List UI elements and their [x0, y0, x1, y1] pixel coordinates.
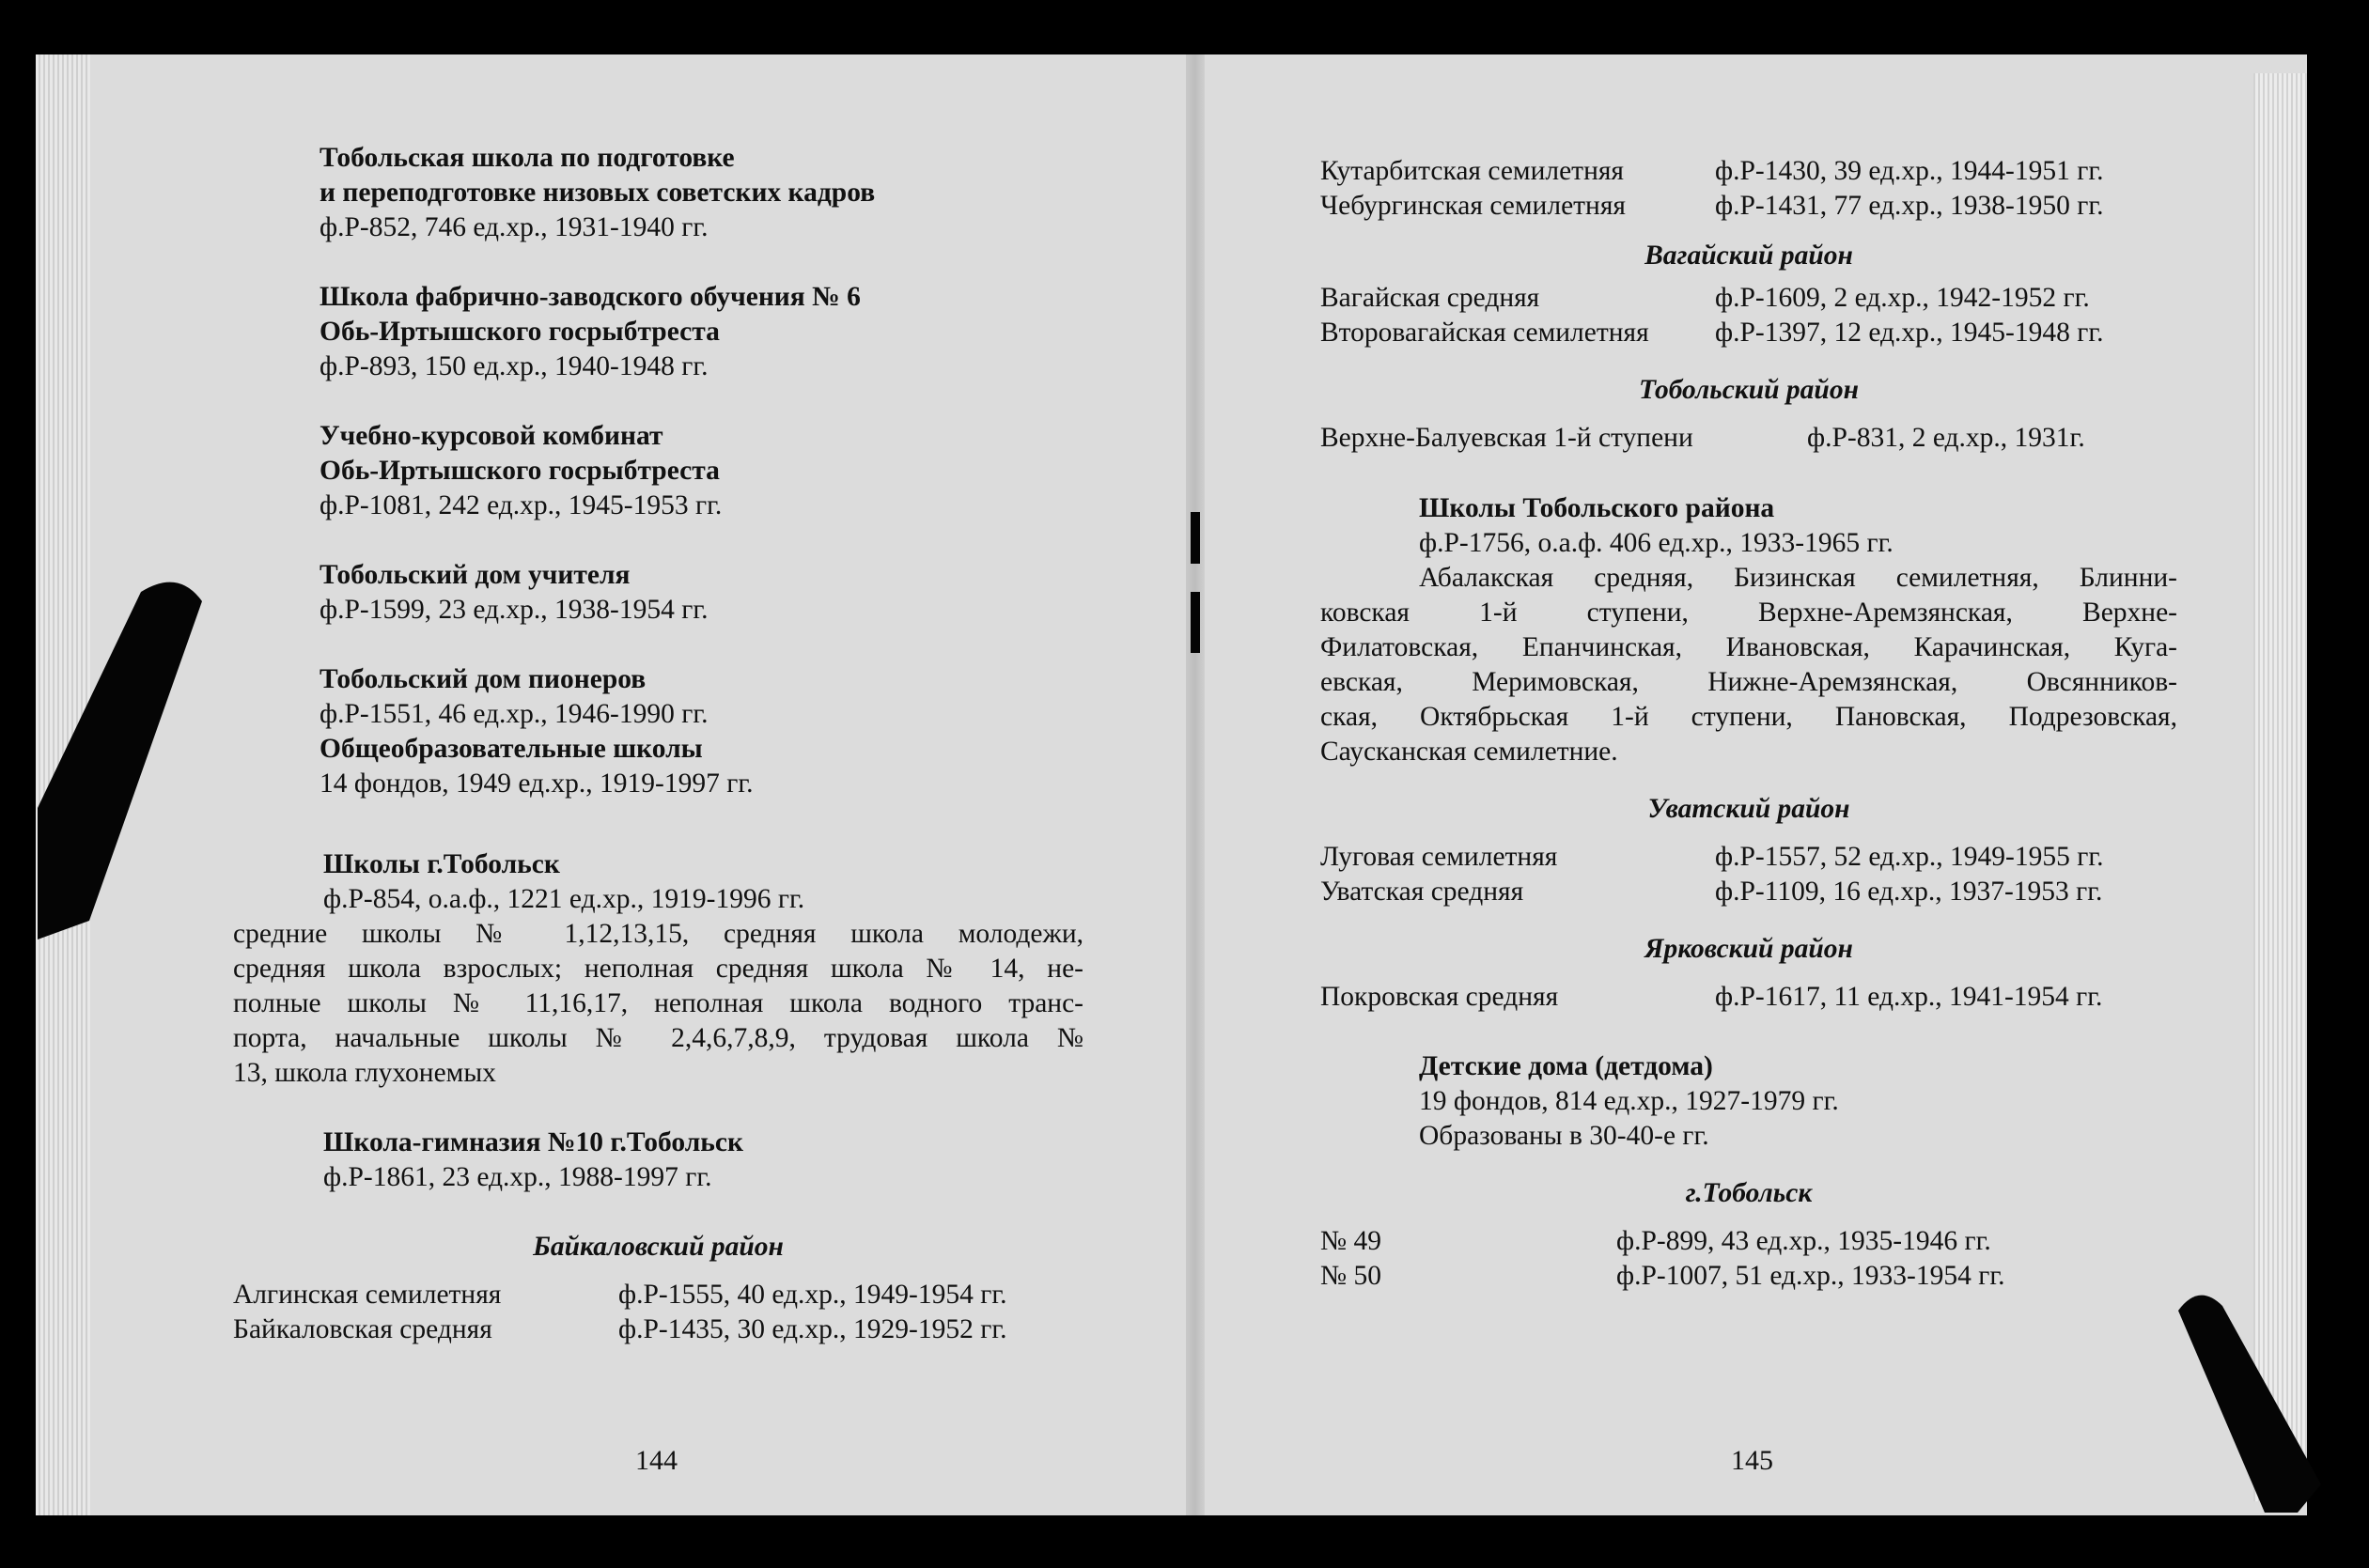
district-heading: Ярковский район [1644, 934, 1853, 964]
entry-title: Школа фабрично-заводского обучения № 6 [320, 282, 861, 312]
entry-title: и переподготовке низовых советских кадров [320, 178, 876, 208]
school-name: Верхне-Балуевская 1-й ступени [1320, 423, 1693, 453]
entry-ref: ф.Р-1861, 23 ед.хр., 1988-1997 гг. [323, 1162, 712, 1192]
section-title: Школы Тобольского района [1419, 493, 1775, 523]
desc-line: Абалакская средняя, Бизинская семилетняя, Блинни- [1419, 563, 2177, 593]
school-name: № 50 [1320, 1261, 1382, 1291]
desc-line: полные школы № 11,16,17, неполная школа водного транс- [233, 988, 1083, 1018]
school-ref: ф.Р-1109, 16 ед.хр., 1937-1953 гг. [1715, 877, 2103, 907]
entry-ref: ф.Р-1081, 242 ед.хр., 1945-1953 гг. [320, 490, 723, 520]
gutter-mark [1191, 512, 1200, 564]
school-name: Байкаловская средняя [233, 1314, 492, 1344]
left-page-holder-strip [38, 582, 202, 939]
desc-line: евская, Меримовская, Нижне-Аремзянская, Овсянников- [1320, 667, 2177, 697]
school-ref: ф.Р-1007, 51 ед.хр., 1933-1954 гг. [1616, 1261, 2005, 1291]
page-number: 144 [635, 1445, 678, 1476]
district-heading: Тобольский район [1639, 375, 1859, 405]
section-title: Детские дома (детдома) [1419, 1051, 1713, 1081]
school-name: Алгинская семилетняя [233, 1280, 502, 1310]
desc-line: порта, начальные школы № 2,4,6,7,8,9, трудовая школа № [233, 1023, 1083, 1053]
school-name: Вагайская средняя [1320, 283, 1540, 313]
district-heading: Уватский район [1647, 794, 1850, 824]
desc-line: ская, Октябрьская 1-й ступени, Пановская, Подрезовская, [1320, 702, 2177, 732]
desc-line: 13, школа глухонемых [233, 1058, 496, 1088]
entry-ref: ф.Р-893, 150 ед.хр., 1940-1948 гг. [320, 351, 709, 381]
desc-line: средние школы № 1,12,13,15, средняя школа молодежи, [233, 919, 1083, 949]
section-ref: 14 фондов, 1949 ед.хр., 1919-1997 гг. [320, 768, 754, 799]
entry-ref: ф.Р-1551, 46 ед.хр., 1946-1990 гг. [320, 699, 709, 729]
entry-title: Учебно-курсовой комбинат [320, 421, 663, 451]
entry-title: Тобольский дом пионеров [320, 664, 647, 694]
school-ref: ф.Р-1617, 11 ед.хр., 1941-1954 гг. [1715, 982, 2103, 1012]
school-name: Уватская средняя [1320, 877, 1524, 907]
school-ref: ф.Р-1431, 77 ед.хр., 1938-1950 гг. [1715, 191, 2104, 221]
entry-title: Школа-гимназия №10 г.Тобольск [323, 1127, 743, 1157]
section-note: Образованы в 30-40-е гг. [1419, 1121, 1709, 1151]
section-ref: 19 фондов, 814 ед.хр., 1927-1979 гг. [1419, 1086, 1839, 1116]
school-name: Второвагайская семилетняя [1320, 318, 1649, 348]
desc-line: средняя школа взрослых; неполная средняя школа № 14, не- [233, 954, 1083, 984]
page-number: 145 [1731, 1445, 1773, 1476]
school-ref: ф.Р-1609, 2 ед.хр., 1942-1952 гг. [1715, 283, 2090, 313]
district-heading: Вагайский район [1644, 241, 1853, 271]
desc-line: ковская 1-й ступени, Верхне-Аремзянская, Верхне- [1320, 598, 2177, 628]
gutter-mark [1191, 592, 1200, 653]
school-ref: ф.Р-1435, 30 ед.хр., 1929-1952 гг. [618, 1314, 1007, 1344]
school-name: № 49 [1320, 1226, 1382, 1256]
school-ref: ф.Р-899, 43 ед.хр., 1935-1946 гг. [1616, 1226, 1991, 1256]
section-title: Общеобразовательные школы [320, 734, 703, 764]
entry-title: Обь-Иртышского госрыбтреста [320, 317, 720, 347]
entry-title: Тобольский дом учителя [320, 560, 631, 590]
desc-line: Филатовская, Епанчинская, Ивановская, Карачинская, Куга- [1320, 632, 2177, 662]
school-ref: ф.Р-831, 2 ед.хр., 1931г. [1807, 423, 2085, 453]
section-title: Школы г.Тобольск [323, 849, 560, 879]
school-name: Кутарбитская семилетняя [1320, 156, 1625, 186]
district-heading: Байкаловский район [533, 1232, 784, 1262]
school-ref: ф.Р-1555, 40 ед.хр., 1949-1954 гг. [618, 1280, 1007, 1310]
section-ref: ф.Р-854, о.а.ф., 1221 ед.хр., 1919-1996 гг. [323, 884, 805, 914]
school-ref: ф.Р-1430, 39 ед.хр., 1944-1951 гг. [1715, 156, 2104, 186]
school-ref: ф.Р-1557, 52 ед.хр., 1949-1955 гг. [1715, 842, 2104, 872]
desc-line: Саусканская семилетние. [1320, 737, 1618, 767]
right-page-holder-strip [2178, 1296, 2321, 1513]
entry-title: Тобольская школа по подготовке [320, 143, 735, 173]
entry-ref: ф.Р-1599, 23 ед.хр., 1938-1954 гг. [320, 595, 709, 625]
district-heading: г.Тобольск [1685, 1178, 1813, 1208]
school-ref: ф.Р-1397, 12 ед.хр., 1945-1948 гг. [1715, 318, 2104, 348]
entry-ref: ф.Р-852, 746 ед.хр., 1931-1940 гг. [320, 212, 709, 242]
school-name: Чебургинская семилетняя [1320, 191, 1626, 221]
school-name: Луговая семилетняя [1320, 842, 1558, 872]
section-ref: ф.Р-1756, о.а.ф. 406 ед.хр., 1933-1965 гг. [1419, 528, 1894, 558]
school-name: Покровская средняя [1320, 982, 1559, 1012]
entry-title: Обь-Иртышского госрыбтреста [320, 456, 720, 486]
